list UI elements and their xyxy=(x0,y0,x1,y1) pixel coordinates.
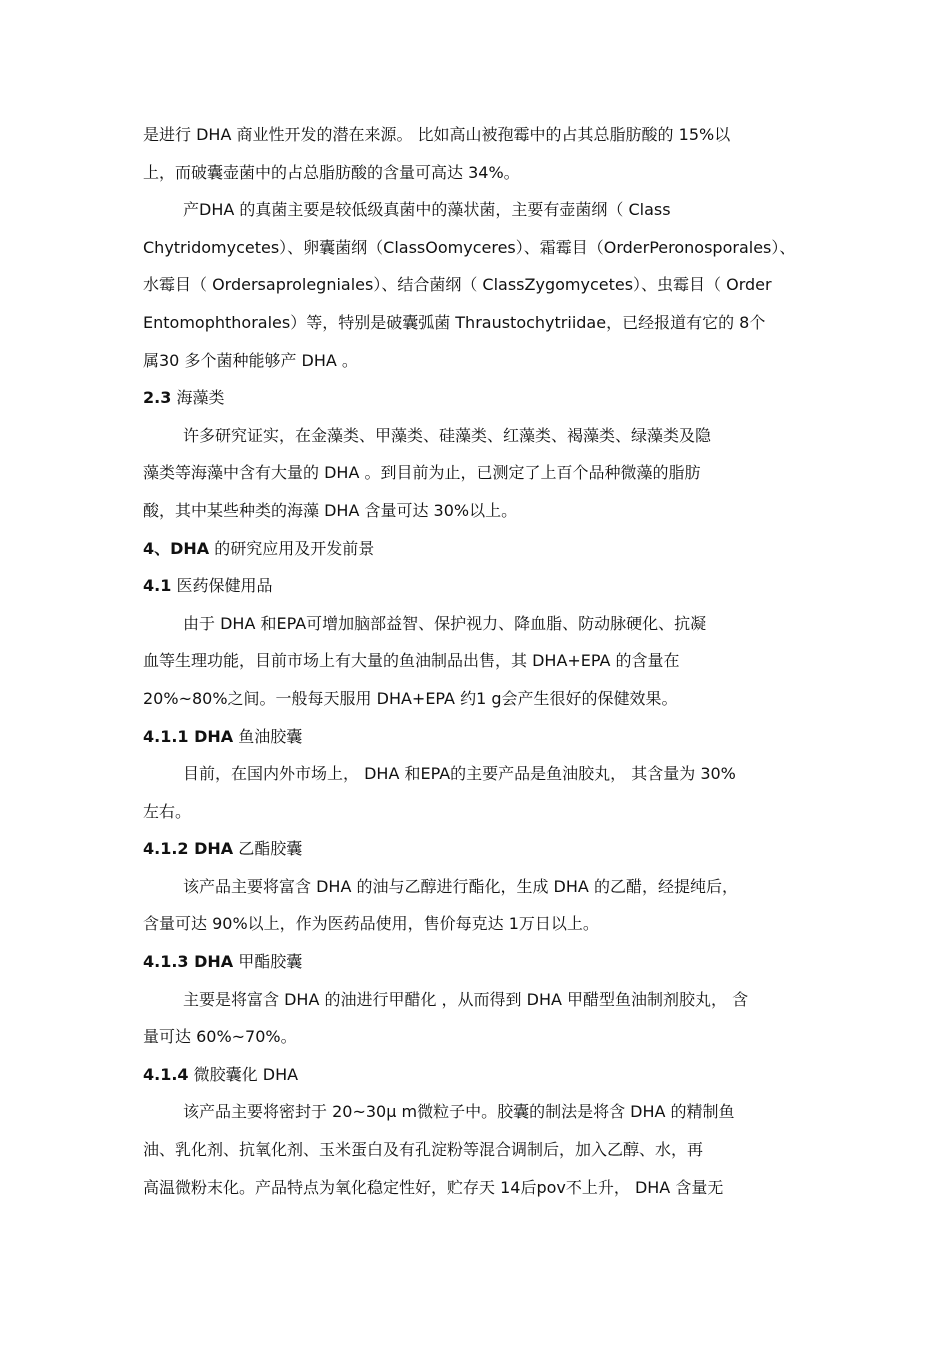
paragraph-line: 血等生理功能，目前市场上有大量的鱼油制品出售，其 DHA+EPA 的含量在 xyxy=(143,651,680,671)
paragraph-line: 20%~80%之间。一般每天服用 DHA+EPA 约1 g会产生很好的保健效果。 xyxy=(143,688,678,708)
section-heading xyxy=(143,724,810,762)
section-heading xyxy=(143,949,810,987)
paragraph-line: 该产品主要将富含 DHA 的油与乙醇进行酯化，生成 DHA 的乙醋，经提纯后， xyxy=(183,876,738,896)
section-title: 乙酯胶囊 xyxy=(238,839,303,859)
section-number: 4.1.2 DHA xyxy=(143,839,234,859)
paragraph-line: 含量可达 90%以上，作为医药品使用，售价每克达 1万日以上。 xyxy=(143,914,599,934)
paragraph-line: 油、乳化剂、抗氧化剂、玉米蛋白及有孔淀粉等混合调制后，加入乙醇、水，再 xyxy=(143,1140,704,1160)
section-number: 2.3 xyxy=(143,388,172,408)
section-title: 甲酯胶囊 xyxy=(238,952,303,972)
paragraph-line: 藻类等海藻中含有大量的 DHA 。到目前为止，已测定了上百个品种微藻的脂肪 xyxy=(143,463,701,483)
section-number: 4.1.3 DHA xyxy=(143,952,234,972)
paragraph-line: 高温微粉末化。产品特点为氧化稳定性好，贮存天 14后pov不上升， DHA 含量无 xyxy=(143,1177,724,1197)
paragraph-line: 上，而破囊壶菌中的占总脂肪酸的含量可高达 34%。 xyxy=(143,162,520,182)
paragraph-line: 是进行 DHA 商业性开发的潜在来源。 比如高山被孢霉中的占其总脂肪酸的 15%以 xyxy=(143,125,731,144)
paragraph-line: 主要是将富含 DHA 的油进行甲醋化 ，从而得到 DHA 甲醋型鱼油制剂胶丸， 含 xyxy=(183,989,749,1009)
section-number: 4.1.1 DHA xyxy=(143,726,234,746)
section-title: 微胶囊化 DHA xyxy=(193,1064,299,1084)
section-heading xyxy=(143,1062,810,1100)
paragraph-line: Chytridomycetes）、卵囊菌纲（ClassOomyceres）、霜霉目（OrderPeronosporales）、 xyxy=(143,237,796,257)
section-title: 鱼油胶囊 xyxy=(238,726,303,746)
paragraph-line: 量可达 60%~70%。 xyxy=(143,1027,297,1047)
paragraph-line: 水霉目（ Ordersaprolegniales）、结合菌纲（ ClassZygomycetes）、虫霉目（ Order xyxy=(143,275,772,295)
paragraph-line: 许多研究证实，在金藻类、甲藻类、硅藻类、红藻类、褐藻类、绿藻类及隐 xyxy=(183,425,712,445)
section-title: 医药保健用品 xyxy=(176,576,273,596)
section-number: 4、DHA xyxy=(143,538,210,558)
paragraph-line: Entomophthorales）等，特别是破囊弧菌 Thraustochytriidae，已经报道有它的 8个 xyxy=(143,312,766,332)
section-heading xyxy=(143,536,810,574)
section-heading xyxy=(143,385,810,423)
paragraph-line: 目前，在国内外市场上， DHA 和EPA的主要产品是鱼油胶丸， 其含量为 30% xyxy=(183,764,736,784)
section-title: 的研究应用及开发前景 xyxy=(214,538,375,558)
section-title: 海藻类 xyxy=(176,388,225,408)
section-number: 4.1.4 xyxy=(143,1064,189,1084)
section-number: 4.1 xyxy=(143,576,172,596)
paragraph-line: 左右。 xyxy=(143,801,192,821)
paragraph-line: 该产品主要将密封于 20~30μ m微粒子中。胶囊的制法是将含 DHA 的精制鱼 xyxy=(183,1102,735,1122)
document-body xyxy=(143,122,810,1212)
paragraph-line: 产DHA 的真菌主要是较低级真菌中的藻状菌，主要有壶菌纲（ Class xyxy=(183,200,671,220)
paragraph-line: 酸，其中某些种类的海藻 DHA 含量可达 30%以上。 xyxy=(143,500,518,520)
section-heading xyxy=(143,836,810,874)
section-heading xyxy=(143,573,810,611)
paragraph-line: 由于 DHA 和EPA可增加脑部益智、保护视力、降血脂、防动脉硬化、抗凝 xyxy=(183,613,707,633)
paragraph-line: 属30 多个菌种能够产 DHA 。 xyxy=(143,350,358,370)
